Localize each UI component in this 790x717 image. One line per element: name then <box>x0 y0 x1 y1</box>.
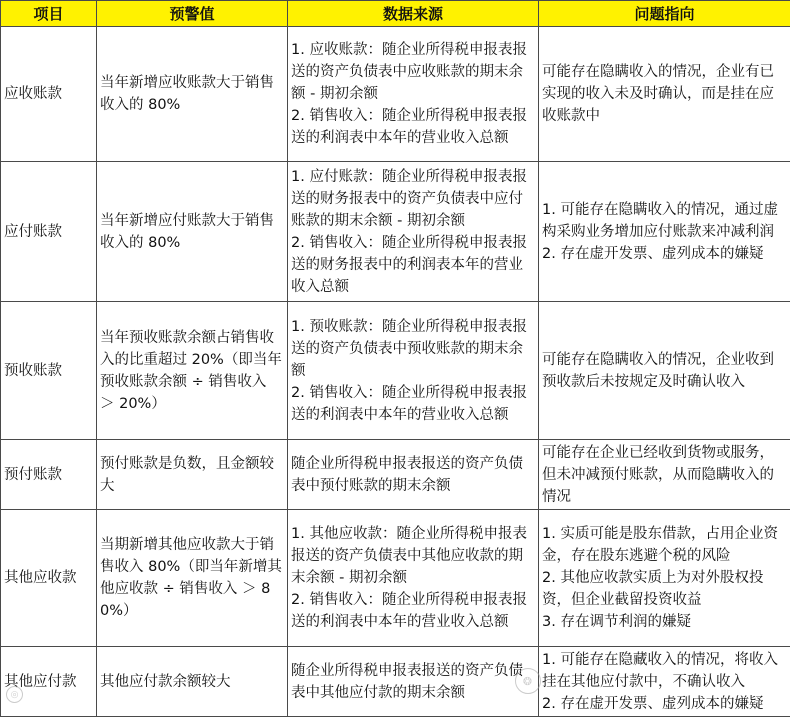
source-line: 2. 销售收入：随企业所得税申报表报送的利润表中本年的营业收入总额 <box>291 382 535 426</box>
issue-line: 可能存在隐瞒收入的情况，企业收到预收款后未按规定及时确认收入 <box>542 349 787 393</box>
source-line: 随企业所得税申报表报送的资产负债表中预付账款的期末余额 <box>291 453 535 497</box>
table-row <box>1 440 790 510</box>
threshold-cell <box>97 647 288 717</box>
header-issue: 问题指向 <box>539 1 790 27</box>
source-line: 2. 销售收入：随企业所得税申报表报送的利润表中本年的营业收入总额 <box>291 589 535 633</box>
source-cell <box>288 162 539 302</box>
table-row <box>1 647 790 717</box>
threshold-line: 当年新增应付账款大于销售收入的 80% <box>100 210 284 254</box>
source-cell <box>288 647 539 717</box>
issue-cell <box>539 647 790 717</box>
issue-cell <box>539 440 790 510</box>
source-line: 随企业所得税申报表报送的资产负债表中其他应付款的期末余额 <box>291 660 535 704</box>
header-row <box>1 1 790 27</box>
source-line: 1. 其他应收款：随企业所得税申报表报送的资产负债表中其他应收款的期末余额 - 期初余额 <box>291 523 535 589</box>
source-cell <box>288 510 539 647</box>
source-line: 1. 应付账款：随企业所得税申报表报送的财务报表中的资产负债表中应付账款的期末余额 - 期初余额 <box>291 166 535 232</box>
watermark-logo-icon: ◎ <box>6 686 23 703</box>
issue-line: 3. 存在调节利润的嫌疑 <box>542 611 787 633</box>
header-threshold: 预警值 <box>97 1 288 27</box>
threshold-cell <box>97 440 288 510</box>
threshold-line: 当期新增其他应收款大于销售收入 80%（即当年新增其他应收款 ÷ 销售收入 ＞ 80%） <box>100 534 284 622</box>
source-line: 2. 销售收入：随企业所得税申报表报送的财务报表中的利润表本年的营业收入总额 <box>291 232 535 298</box>
table-row <box>1 162 790 302</box>
issue-line: 2. 存在虚开发票、虚列成本的嫌疑 <box>542 243 787 265</box>
table-row <box>1 510 790 647</box>
item-cell: 其他应收款 <box>1 510 97 647</box>
item-cell: 预付账款 <box>1 440 97 510</box>
issue-line: 2. 其他应收款实质上为对外股权投资，但企业截留投资收益 <box>542 567 787 611</box>
source-cell <box>288 440 539 510</box>
source-cell <box>288 27 539 162</box>
issue-line: 2. 存在虚开发票、虚列成本的嫌疑 <box>542 693 787 715</box>
header-item: 项目 <box>1 1 97 27</box>
threshold-line: 当年预收账款余额占销售收入的比重超过 20%（即当年预收账款余额 ÷ 销售收入 ＞ 20%） <box>100 327 284 415</box>
item-cell: 预收账款 <box>1 302 97 440</box>
source-line: 1. 预收账款：随企业所得税申报表报送的资产负债表中预收账款的期末余额 <box>291 316 535 382</box>
issue-line: 可能存在企业已经收到货物或服务，但未冲减预付账款，从而隐瞒收入的情况 <box>542 442 787 508</box>
source-cell <box>288 302 539 440</box>
table-row <box>1 302 790 440</box>
issue-cell <box>539 510 790 647</box>
issue-line: 可能存在隐瞒收入的情况，企业有已实现的收入未及时确认，而是挂在应收账款中 <box>542 61 787 127</box>
issue-line: 1. 可能存在隐瞒收入的情况，通过虚构采购业务增加应付账款来冲减利润 <box>542 199 787 243</box>
threshold-line: 其他应付款余额较大 <box>100 671 284 693</box>
threshold-line: 当年新增应收账款大于销售收入的 80% <box>100 72 284 116</box>
item-cell: 其他应付款 <box>1 647 97 717</box>
wechat-icon: ❂ <box>515 668 541 694</box>
threshold-cell <box>97 302 288 440</box>
threshold-line: 预付账款是负数，且金额较大 <box>100 453 284 497</box>
item-cell: 应付账款 <box>1 162 97 302</box>
table-row <box>1 27 790 162</box>
threshold-cell <box>97 510 288 647</box>
source-line: 2. 销售收入：随企业所得税申报表报送的利润表中本年的营业收入总额 <box>291 105 535 149</box>
issue-line: 1. 可能存在隐藏收入的情况，将收入挂在其他应付款中，不确认收入 <box>542 649 787 693</box>
issue-cell <box>539 162 790 302</box>
threshold-cell <box>97 162 288 302</box>
issue-cell <box>539 302 790 440</box>
item-cell: 应收账款 <box>1 27 97 162</box>
issue-cell <box>539 27 790 162</box>
source-line: 1. 应收账款：随企业所得税申报表报送的资产负债表中应收账款的期末余额 - 期初余额 <box>291 39 535 105</box>
issue-line: 1. 实质可能是股东借款，占用企业资金，存在股东逃避个税的风险 <box>542 523 787 567</box>
header-source: 数据来源 <box>288 1 539 27</box>
threshold-cell <box>97 27 288 162</box>
